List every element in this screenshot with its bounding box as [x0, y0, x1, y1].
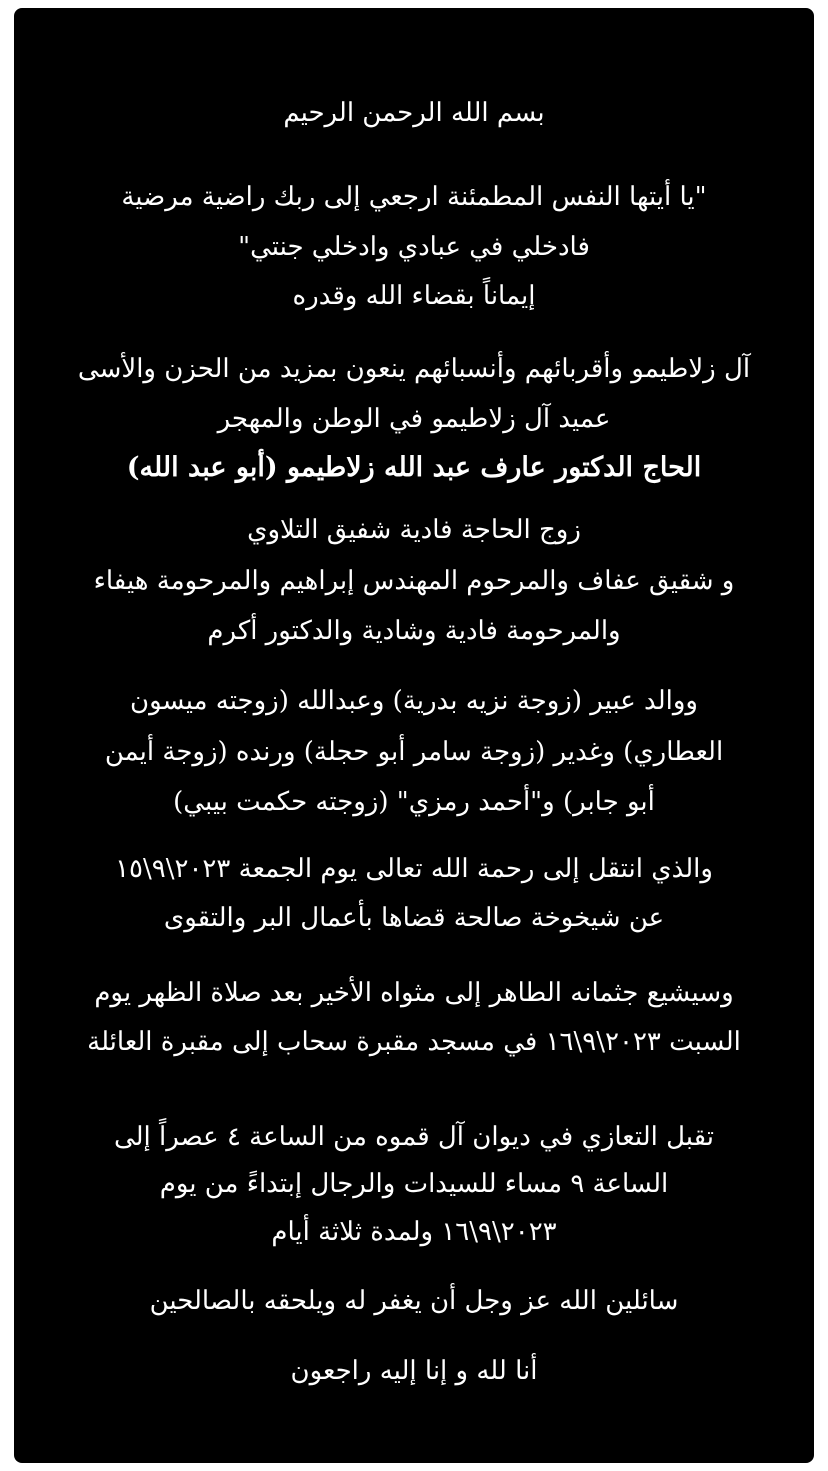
children-line-1: ووالد عبير (زوجة نزيه بدرية) وعبدالله (زوجته ميسون: [130, 686, 698, 716]
announcement-line-2: عميد آل زلاطيمو في الوطن والمهجر: [217, 404, 611, 434]
funeral-line-2: السبت ٢٠٢٣\٩\١٦ في مسجد مقبرة سحاب إلى مقبرة العائلة: [87, 1027, 741, 1057]
children-line-3: أبو جابر) و"أحمد رمزي" (زوجته حكمت بيبي): [173, 787, 655, 817]
siblings-line-1: و شقيق عفاف والمرحوم المهندس إبراهيم والمرحومة هيفاء: [93, 566, 735, 596]
verse-line-1: "يا أيتها النفس المطمئنة ارجعي إلى ربك راضية مرضية: [121, 182, 707, 212]
basmala: بسم الله الرحمن الرحيم: [283, 98, 545, 128]
announcement-line-1: آل زلاطيمو وأقربائهم وأنسبائهم ينعون بمزيد من الحزن والأسى: [77, 354, 751, 384]
closing-line: أنا لله و إنا إليه راجعون: [290, 1356, 538, 1386]
condolences-line-3: ٢٠٢٣\٩\١٦ ولمدة ثلاثة أيام: [271, 1217, 557, 1247]
passing-line-2: عن شيخوخة صالحة قضاها بأعمال البر والتقوى: [163, 903, 665, 933]
notice-frame: [14, 8, 814, 1463]
spouse-line: زوج الحاجة فادية شفيق التلاوي: [247, 515, 581, 545]
verse-line-2: فادخلي في عبادي وادخلي جنتي": [238, 232, 590, 262]
funeral-line-1: وسيشيع جثمانه الطاهر إلى مثواه الأخير بعد صلاة الظهر يوم: [94, 978, 734, 1008]
children-line-2: العطاري) وغدير (زوجة سامر أبو حجلة) ورنده (زوجة أيمن: [104, 737, 724, 767]
obituary-notice: [14, 8, 814, 1463]
condolences-line-2: الساعة ٩ مساء للسيدات والرجال إبتداءً من يوم: [159, 1169, 669, 1199]
prayer-line: سائلين الله عز وجل أن يغفر له ويلحقه بالصالحين: [149, 1286, 679, 1316]
faith-line: إيماناً بقضاء الله وقدره: [292, 281, 536, 311]
siblings-line-2: والمرحومة فادية وشادية والدكتور أكرم: [207, 616, 621, 646]
passing-line-1: والذي انتقل إلى رحمة الله تعالى يوم الجمعة ٢٠٢٣\٩\١٥: [115, 854, 713, 884]
deceased-name: الحاج الدكتور عارف عبد الله زلاطيمو (أبو عبد الله): [126, 452, 702, 483]
condolences-line-1: تقبل التعازي في ديوان آل قموه من الساعة ٤ عصراً إلى: [113, 1122, 715, 1152]
